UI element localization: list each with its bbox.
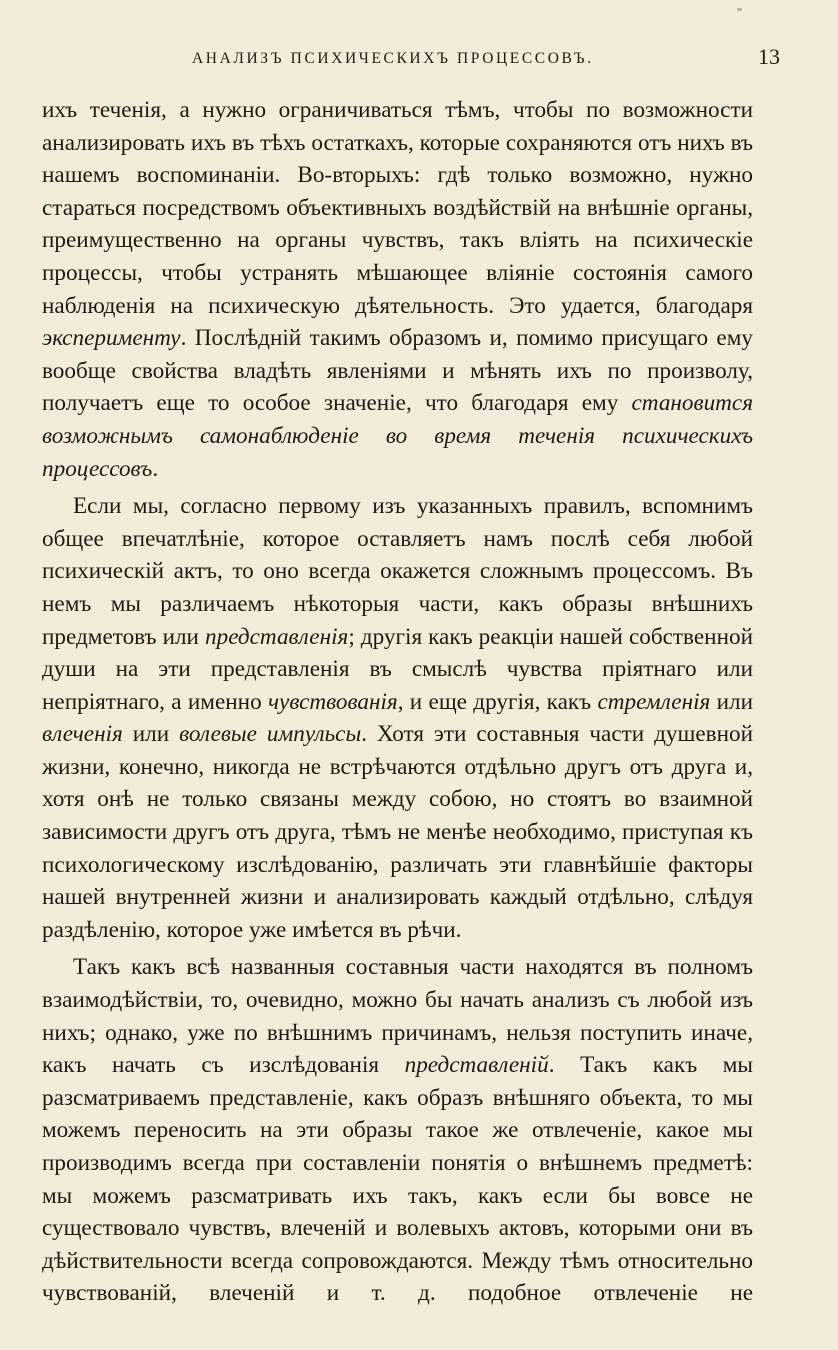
italic-term: стремленія: [597, 688, 711, 715]
paragraph: [42, 951, 753, 1310]
running-title: АНАЛИЗЪ ПСИХИЧЕСКИХЪ ПРОЦЕССОВЪ.: [192, 50, 594, 67]
italic-term: влеченія: [42, 721, 123, 748]
paragraph: [42, 94, 753, 485]
text-run: или: [710, 688, 754, 715]
paper-speck: [737, 8, 742, 11]
text-run: . Послѣдній такимъ образомъ и, помимо присущаго ему вообще свойства владѣть явленіями и мѣнять ихъ по произволу, получаетъ еще то особое значеніе, что благодаря ему: [42, 325, 753, 417]
text-run: ихъ теченія, а нужно ограничиваться тѣмъ, чтобы по возможности анализировать ихъ въ тѣхъ остаткахъ, которые сохраняются отъ нихъ въ нашемъ воспоминаніи. Во-вторыхъ: гдѣ только возможно, нужно стараться посредствомъ объективныхъ воздѣйствій на внѣшніе органы, преимущественно на органы чувствъ, такъ влiять на психическіе процессы, чтобы устранять мѣшающее вліяніе состоянія самого наблюденія на психическую дѣятельность. Это удается, благодаря: [42, 97, 753, 319]
italic-term: представленій: [404, 1052, 549, 1079]
text-run: Если мы, согласно первому изъ указанныхъ правилъ, вспомнимъ общее впечатлѣніе, которое оставляетъ намъ послѣ себя любой психическій актъ, то оно всегда окажется сложнымъ процессомъ. Въ немъ мы различаемъ нѣкоторыя части, какъ образы внѣшнихъ предметовъ или: [42, 493, 753, 650]
italic-term: волевые импульсы: [179, 721, 362, 748]
text-run: . Хотя эти составныя части душевной жизни, конечно, никогда не встрѣчаются отдѣльно другъ отъ друга и, хотя онѣ не только связаны между собою, но стоятъ во взаимной зависимости другъ отъ друга, тѣмъ не менѣе необходимо, приступая къ психологическому изслѣдованію, различать эти главнѣйшіе факторы нашей внутренней жизни и анализировать каждый отдѣльно, слѣдуя раздѣленію, которое уже имѣется въ рѣчи.: [42, 721, 754, 943]
body-text: [42, 94, 753, 1310]
text-run: ; другія какъ реакціи нашей собственной души на эти представленія въ смыслѣ чувства пріятнаго или непріятнаго, а именно: [42, 623, 753, 715]
italic-term: эксперименту: [42, 325, 181, 352]
text-run: , и еще другія, какъ: [397, 688, 598, 715]
paragraph: [42, 490, 753, 946]
italic-term: чувствованія: [267, 688, 398, 715]
text-run: или: [122, 721, 180, 748]
page-number: 13: [758, 44, 780, 69]
text-run: Такъ какъ всѣ названныя составныя части находятся въ полномъ взаимодѣйствіи, то, очевидно, можно бы начать анализъ съ любой изъ нихъ; однако, уже по внѣшнимъ причинамъ, нельзя поступить иначе, какъ начать съ изслѣдованія: [42, 954, 753, 1079]
text-run: .: [152, 455, 159, 482]
text-run: . Такъ какъ мы разсматриваемъ представленіе, какъ образъ внѣшняго объекта, то мы можемъ переносить на эти образы такое же отвлеченіе, какое мы производимъ всегда при составленіи понятія о внѣшнемъ предметѣ: мы можемъ разсматривать ихъ такъ, какъ если бы вовсе не существовало чувствъ, влеченій и волевыхъ актовъ, которыми они въ дѣйствительности всегда сопровождаются. Между тѣмъ относительно чувствованій, влеченій и т. д. подобное отвлеченіе не: [42, 1052, 753, 1307]
italic-term: представленія: [205, 623, 349, 650]
page-header: [42, 44, 780, 80]
italic-phrase: становится возможнымъ самонаблюденіе во время теченія психическихъ процессовъ: [42, 390, 753, 482]
